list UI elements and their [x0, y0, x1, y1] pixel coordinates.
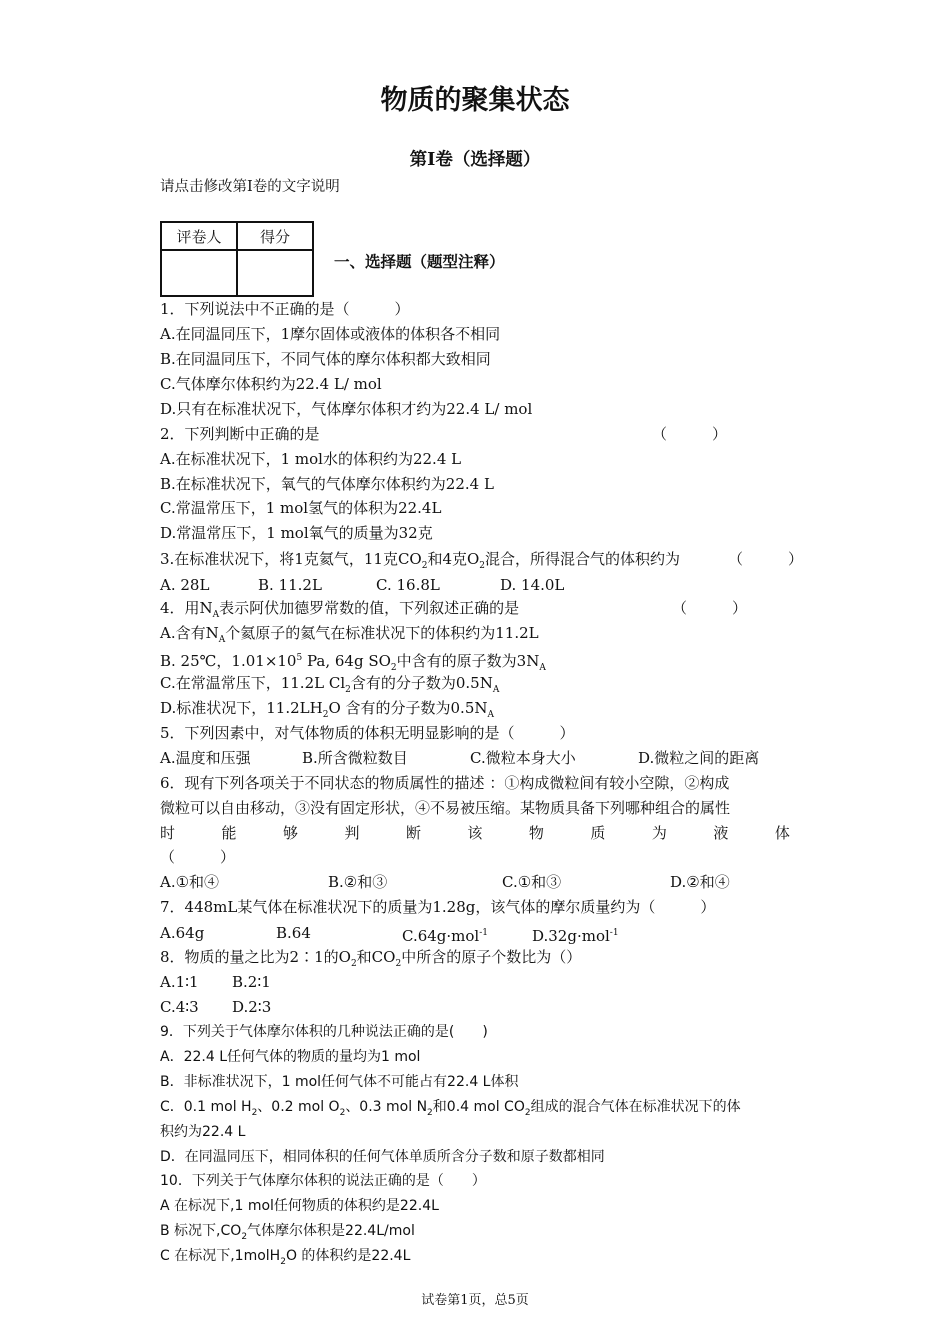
q3-option-c: C. 16.8L: [376, 576, 440, 594]
page-title: 物质的聚集状态: [380, 85, 570, 116]
q3-answer-paren: （ ）: [728, 550, 804, 568]
q8-option-c: C.4∶3: [160, 998, 199, 1016]
section-description: 请点击修改第I卷的文字说明: [160, 179, 340, 195]
q5-option-d: D.微粒之间的距离: [638, 749, 760, 767]
score-table-grader-header: 评卷人: [161, 222, 237, 250]
q9-stem: 9．下列关于气体摩尔体积的几种说法正确的是( ): [160, 1024, 488, 1040]
q1-option-c: C.气体摩尔体积约为22.4 L/ mol: [160, 375, 382, 393]
q8-option-b: B.2∶1: [232, 973, 271, 991]
part-title: 一、选择题（题型注释）: [334, 252, 505, 271]
q4-stem: 4．用$N_A$表示阿伏加德罗常数的值，下列叙述正确的是: [160, 599, 520, 620]
q6-char: 判: [344, 824, 360, 842]
q9-option-c-line2: 积约为22.4 L: [160, 1124, 246, 1140]
q4-option-d: D.标准状况下，$11.2LH_2O$ 含有的分子数为$0.5N_A$: [160, 699, 494, 720]
q6-option-c: C.①和③: [502, 873, 562, 891]
score-table: [160, 221, 314, 297]
q4-option-b: B. 25℃，$1.01\times 10^5$ Pa, 64g $SO_2$中含有的原子数为$3N_A$: [160, 652, 546, 673]
q8-stem: 8．物质的量之比为2∶1的$O_2$和$CO_2$中所含的原子个数比为（）: [160, 948, 582, 969]
q10-stem: 10．下列关于气体摩尔体积的说法正确的是（ ）: [160, 1173, 486, 1189]
q6-option-d: D.②和④: [670, 873, 730, 891]
q6-char: 液: [713, 824, 729, 842]
q2-option-b: B.在标准状况下，氧气的气体摩尔体积约为22.4 L: [160, 475, 494, 493]
q2-answer-paren: （ ）: [652, 425, 728, 443]
q3-stem: 3.在标准状况下，将1克氦气，11克$CO_2$和4克$O_2$混合，所得混合气的体积约为: [160, 550, 681, 571]
q10-option-b: B 标况下$,CO_2$气体摩尔体积是22.4L/mol: [160, 1223, 415, 1242]
score-table-score-header: 得分: [237, 222, 313, 250]
q6-option-b: B.②和③: [328, 873, 388, 891]
q6-stem-line1: 6．现有下列各项关于不同状态的物质属性的描述 ：①构成微粒间有较小空隙，②构成: [160, 774, 730, 792]
q4-option-a: A.含有$N_A$个氦原子的氦气在标准状况下的体积约为11.2L: [160, 624, 539, 645]
q10-option-a: A 在标况下,1 mol任何物质的体积约是22.4L: [160, 1198, 439, 1214]
q9-option-a: A．22.4 L任何气体的物质的量均为1 mol: [160, 1049, 421, 1065]
q6-stem-line2: 微粒可以自由移动，③没有固定形状，④不易被压缩。某物质具备下列哪种组合的属性: [160, 799, 731, 817]
q5-option-c: C.微粒本身大小: [470, 749, 576, 767]
q6-option-a: A.①和④: [160, 873, 220, 891]
q6-char: 能: [221, 824, 237, 842]
q3-option-a: A. 28L: [160, 576, 210, 594]
q1-option-a: A.在同温同压下，1摩尔固体或液体的体积各不相同: [160, 325, 501, 343]
q5-stem: 5．下列因素中，对气体物质的体积无明显影响的是（ ）: [160, 724, 575, 742]
q4-answer-paren: （ ）: [672, 599, 748, 617]
q6-stem-line3: [160, 823, 790, 843]
q9-option-b: B．非标准状况下，1 mol任何气体不可能占有22.4 L体积: [160, 1074, 519, 1090]
q6-answer-paren: （ ）: [160, 848, 236, 866]
q6-char: 质: [590, 824, 606, 842]
q8-option-a: A.1∶1: [160, 973, 199, 991]
q9-option-c: C．0.1 mol $H_2$、0.2 mol $O_2$、0.3 mol $N_2$和0.4 mol $CO_2$组成的混合气体在标准状况下的体: [160, 1099, 741, 1118]
q7-stem: 7．448mL某气体在标准状况下的质量为1.28g，该气体的摩尔质量约为（ ）: [160, 898, 716, 916]
q6-char: 该: [467, 824, 483, 842]
q7-option-a: A.64g: [160, 924, 205, 942]
q6-char: 断: [405, 824, 421, 842]
q5-option-b: B.所含微粒数目: [302, 749, 408, 767]
q5-option-a: A.温度和压强: [160, 749, 251, 767]
q3-option-d: D. 14.0L: [500, 576, 565, 594]
q7-option-b: B.64: [276, 924, 311, 942]
q6-char: 体: [774, 824, 790, 842]
q6-char: 时: [160, 824, 176, 842]
q2-option-a: A.在标准状况下，1 mol水的体积约为22.4 L: [160, 450, 462, 468]
q8-option-d: D.2∶3: [232, 998, 272, 1016]
q1-stem: 1．下列说法中不正确的是（ ）: [160, 300, 410, 318]
q7-option-c: C.64g·mol$^{-1}$: [402, 927, 489, 945]
page-footer: 试卷第1页，总5页: [421, 1293, 529, 1308]
q6-char: 够: [282, 824, 298, 842]
q2-stem: 2．下列判断中正确的是: [160, 425, 320, 443]
q4-option-c: C.在常温常压下，11.2L $Cl_2$含有的分子数为$0.5N_A$: [160, 674, 500, 695]
q7-option-d: D.32g·mol$^{-1}$: [532, 927, 619, 945]
q1-option-b: B.在同温同压下，不同气体的摩尔体积都大致相同: [160, 350, 491, 368]
q6-char: 物: [528, 824, 544, 842]
q9-option-d: D．在同温同压下，相同体积的任何气体单质所含分子数和原子数都相同: [160, 1149, 605, 1165]
q10-option-c: C 在标况下,1molH$_2$O 的体积约是22.4L: [160, 1248, 411, 1267]
q3-option-b: B. 11.2L: [258, 576, 322, 594]
score-table-grader-cell[interactable]: [161, 250, 237, 296]
q2-option-c: C.常温常压下，1 mol氢气的体积为22.4L: [160, 499, 442, 517]
q6-char: 为: [651, 824, 667, 842]
q2-option-d: D.常温常压下，1 mol氧气的质量为32克: [160, 524, 433, 542]
section-title: 第I卷（选择题）: [409, 150, 541, 170]
q1-option-d: D.只有在标准状况下，气体摩尔体积才约为22.4 L/ mol: [160, 400, 533, 418]
score-table-score-cell[interactable]: [237, 250, 313, 296]
